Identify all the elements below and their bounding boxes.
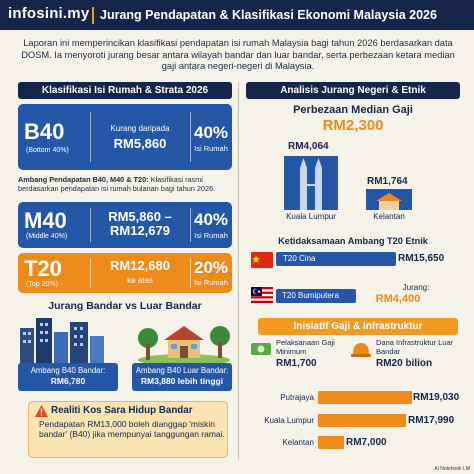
divider [90, 258, 91, 288]
tier-pct-label: Isi Rumah [194, 144, 228, 153]
warning-icon [35, 405, 48, 417]
inisiatif-banner: Inisiatif Gaji & Infrastruktur [258, 318, 458, 335]
tier-value: RM12,680 [110, 258, 170, 273]
tier-sub: (Top 20%) [26, 281, 58, 288]
left-section-banner: Klasifikasi Isi Rumah & Strata 2026 [18, 82, 232, 99]
jurang-value: RM4,400 [375, 293, 421, 305]
bar-value-kl: RM17,990 [408, 415, 455, 426]
tier-card-b40 [18, 104, 232, 170]
malaysia-flag-icon [251, 287, 273, 303]
kl-value: RM4,064 [288, 141, 329, 152]
brand-logo: infosini.my [8, 5, 90, 22]
intro-text: Laporan ini memperincikan klasifikasi pendapatan isi rumah Malaysia bagi tahun 2026 berdasarkan data DOSM. Ia menyoroti jurang besar antara wilayah bandar dan luar bandar, serta perbezaan ketara median gaji antara negeri-negeri di Malaysia. [21, 38, 455, 71]
tier-pct: 40% [193, 210, 229, 229]
kelantan-bar [366, 189, 412, 210]
tier-pct: 40% [193, 123, 229, 142]
tier-sub: (Bottom 40%) [26, 147, 69, 154]
tier-sub: (Middle 40%) [26, 233, 68, 240]
tier-label: ke atas [127, 276, 153, 285]
column-divider [238, 82, 239, 460]
bandar-tag [18, 363, 118, 391]
hardhat-icon [350, 339, 372, 361]
bar-value-putrajaya: RM19,030 [413, 392, 460, 403]
village-illustration [136, 318, 232, 364]
divider [90, 112, 91, 162]
bandar-title: Jurang Bandar vs Luar Bandar [48, 300, 202, 312]
page-title: Jurang Pendapatan & Klasifikasi Ekonomi Malaysia 2026 [100, 8, 437, 22]
bar-putrajaya [318, 391, 412, 404]
kl-skyline-bar [284, 154, 338, 210]
gaji-label: Pelaksanaan Gaji Minimum [276, 338, 335, 356]
bar-label-putrajaya: Putrajaya [280, 393, 314, 402]
tier-code: B40 [24, 119, 65, 144]
bar-label-kelantan: Kelantan [282, 438, 314, 447]
tier-card-t20 [18, 253, 232, 293]
median-title: Perbezaan Median Gaji [293, 104, 413, 116]
infra-label: Dana Infrastruktur Luar Bandar [376, 338, 454, 356]
ambang-note [18, 175, 232, 194]
bandar-value: RM6,780 [50, 376, 86, 386]
kelantan-label: Kelantan [373, 212, 405, 221]
luar-bandar-tag [132, 363, 232, 391]
footer-credit: Ai Notebook LM [434, 466, 470, 472]
ambang-bold: Ambang Pendapatan B40, M40 & T20: [18, 175, 149, 184]
tier-value: RM5,860 [113, 136, 167, 151]
bar-value-kelantan: RM7,000 [346, 437, 387, 448]
bar-label-kl: Kuala Lumpur [264, 416, 314, 425]
t20-title: Ketidaksamaan Ambang T20 Etnik [278, 236, 428, 246]
tier-label: Kurang daripada [110, 124, 170, 133]
realiti-title: Realiti Kos Sara Hidup Bandar [51, 405, 193, 416]
gaji-value: RM1,700 [276, 358, 317, 369]
kelantan-value: RM1,764 [367, 176, 408, 187]
bandar-label: Ambang B40 Bandar: [30, 366, 106, 375]
tier-pct-label: Isi Rumah [194, 278, 228, 287]
header-divider [92, 7, 94, 24]
china-flag-icon [251, 252, 273, 268]
luar-value: RM3,880 lebih tinggi [140, 376, 224, 386]
tier-pct: 20% [193, 258, 229, 277]
tier-pct-label: Isi Rumah [194, 231, 228, 240]
kl-label: Kuala Lumpur [286, 212, 336, 221]
tier-code: T20 [24, 256, 62, 281]
realiti-callout [28, 401, 228, 458]
tier-card-m40 [18, 202, 232, 248]
infra-value: RM20 bilion [376, 358, 433, 369]
tier-value: RM5,860 – RM12,679 [108, 209, 172, 238]
tier-code: M40 [24, 208, 67, 233]
luar-label: Ambang B40 Luar Bandar: [135, 366, 229, 375]
city-illustration [14, 314, 114, 364]
t20-cina-pill: T20 Cina [276, 252, 396, 266]
bar-kelantan [318, 436, 344, 449]
bar-kl [318, 414, 406, 427]
t20-cina-value: RM15,650 [398, 253, 445, 264]
median-gap: RM2,300 [322, 117, 384, 134]
right-section-banner: Analisis Jurang Negeri & Etnik [246, 82, 460, 99]
divider [90, 208, 91, 242]
wage-money-icon [250, 339, 272, 359]
jurang-label: Jurang: [402, 283, 430, 292]
ambang-text: Klasifikasi rasmi berdasarkan pendapatan isi rumah bulanan bagi tahun 2026. [18, 175, 216, 194]
t20-bumi-pill: T20 Bumiputera [276, 289, 356, 303]
realiti-text: Pendapatan RM13,000 boleh dianggap 'miskin bandar' (B40) jika mempunyai tanggungan ramai. [39, 419, 225, 439]
